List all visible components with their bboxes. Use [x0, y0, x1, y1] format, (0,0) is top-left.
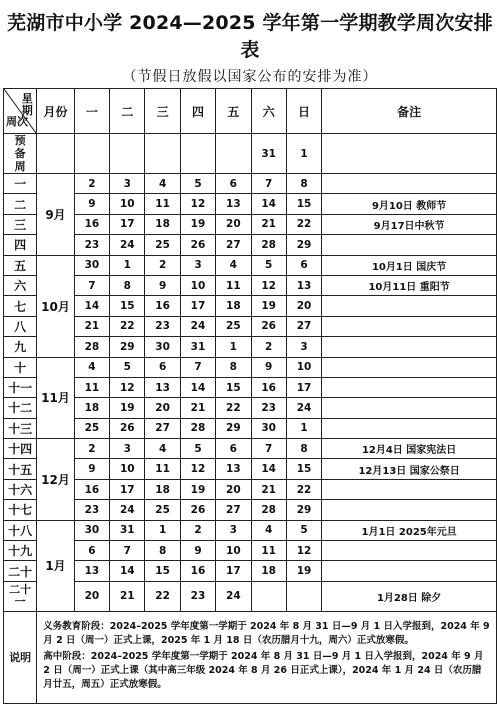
day-cell-mon: 23 [74, 235, 109, 255]
day-cell-thu: 24 [180, 316, 215, 336]
note-cell: 10月11日 重阳节 [322, 275, 497, 295]
day-cell-fri: 27 [216, 235, 251, 255]
day-header-thu: 四 [180, 89, 215, 134]
schedule-body [4, 134, 497, 704]
month-cell: 9月 [37, 174, 74, 256]
note-cell: 1月28日 除夕 [322, 581, 497, 611]
day-cell-wed: 1 [145, 520, 180, 540]
week-number: 十四 [4, 439, 37, 459]
day-cell-tue: 26 [110, 418, 145, 438]
note-cell [322, 316, 497, 336]
day-cell-thu: 9 [180, 541, 215, 561]
day-cell-sat: 7 [251, 174, 286, 194]
day-cell-wed [145, 134, 180, 174]
day-cell-tue: 8 [110, 275, 145, 295]
day-cell-tue: 3 [110, 439, 145, 459]
day-cell-thu: 28 [180, 418, 215, 438]
day-cell-sun: 8 [286, 439, 321, 459]
week-row [4, 337, 497, 357]
week-number: 十三 [4, 418, 37, 438]
week-number: 七 [4, 296, 37, 316]
day-cell-sun: 13 [286, 275, 321, 295]
day-cell-thu: 5 [180, 439, 215, 459]
week-row [4, 377, 497, 397]
day-cell-tue [110, 134, 145, 174]
day-cell-wed: 8 [145, 541, 180, 561]
day-cell-thu: 2 [180, 520, 215, 540]
day-cell-wed: 18 [145, 479, 180, 499]
day-cell-wed: 11 [145, 459, 180, 479]
week-row [4, 561, 497, 581]
day-cell-sat: 12 [251, 275, 286, 295]
week-number: 预备周 [4, 134, 37, 174]
week-number: 十五 [4, 459, 37, 479]
day-cell-sat: 30 [251, 418, 286, 438]
explanation-label: 说明 [4, 611, 37, 703]
week-row [4, 255, 497, 275]
week-number: 一 [4, 174, 37, 194]
note-cell [322, 541, 497, 561]
day-cell-mon: 30 [74, 520, 109, 540]
diagonal-header-cell [4, 89, 37, 134]
day-cell-mon: 30 [74, 255, 109, 275]
day-cell-wed: 4 [145, 174, 180, 194]
day-cell-thu: 19 [180, 479, 215, 499]
week-row [4, 235, 497, 255]
day-cell-wed: 11 [145, 194, 180, 214]
page-subtitle: （节假日放假以国家公布的安排为准） [122, 69, 378, 85]
week-row [4, 398, 497, 418]
day-cell-tue: 31 [110, 520, 145, 540]
day-cell-mon: 4 [74, 357, 109, 377]
day-cell-fri: 6 [216, 174, 251, 194]
day-cell-thu: 3 [180, 255, 215, 275]
day-cell-wed: 27 [145, 418, 180, 438]
day-header-wed: 三 [145, 89, 180, 134]
note-cell: 1月1日 2025年元旦 [322, 520, 497, 540]
note-cell [322, 174, 497, 194]
note-cell: 10月1日 国庆节 [322, 255, 497, 275]
day-cell-mon: 2 [74, 439, 109, 459]
day-cell-wed: 18 [145, 214, 180, 234]
day-cell-fri: 22 [216, 398, 251, 418]
note-cell [322, 337, 497, 357]
day-cell-tue: 12 [110, 377, 145, 397]
day-cell-fri: 18 [216, 296, 251, 316]
note-cell: 9月10日 教师节 [322, 194, 497, 214]
week-number: 四 [4, 235, 37, 255]
week-row [4, 520, 497, 540]
day-cell-thu: 26 [180, 500, 215, 520]
diag-top-label: 星期 [21, 92, 33, 117]
day-cell-wed: 16 [145, 296, 180, 316]
day-cell-sun: 3 [286, 337, 321, 357]
day-cell-fri: 8 [216, 357, 251, 377]
day-cell-thu: 23 [180, 581, 215, 611]
day-cell-sat: 23 [251, 398, 286, 418]
day-cell-tue: 19 [110, 398, 145, 418]
day-cell-mon: 23 [74, 500, 109, 520]
day-cell-wed: 23 [145, 316, 180, 336]
week-number: 二 [4, 194, 37, 214]
day-cell-mon: 9 [74, 194, 109, 214]
day-cell-sun: 29 [286, 235, 321, 255]
month-cell [37, 134, 74, 174]
day-cell-sat: 28 [251, 235, 286, 255]
week-number: 八 [4, 316, 37, 336]
day-cell-tue: 1 [110, 255, 145, 275]
note-cell [322, 398, 497, 418]
week-number: 九 [4, 337, 37, 357]
day-cell-mon: 18 [74, 398, 109, 418]
week-row [4, 459, 497, 479]
day-cell-sun: 15 [286, 459, 321, 479]
day-cell-sat: 14 [251, 459, 286, 479]
day-cell-tue: 5 [110, 357, 145, 377]
explanation-text [37, 611, 497, 703]
day-cell-sat: 26 [251, 316, 286, 336]
day-cell-fri [216, 134, 251, 174]
day-cell-thu: 31 [180, 337, 215, 357]
day-cell-fri: 4 [216, 255, 251, 275]
day-cell-sun: 6 [286, 255, 321, 275]
schedule-table [3, 88, 497, 704]
day-cell-tue: 22 [110, 316, 145, 336]
week-row [4, 418, 497, 438]
day-cell-mon: 13 [74, 561, 109, 581]
day-cell-mon: 21 [74, 316, 109, 336]
month-cell: 10月 [37, 255, 74, 357]
day-cell-sun: 24 [286, 398, 321, 418]
day-header-mon: 一 [74, 89, 109, 134]
day-cell-thu: 17 [180, 296, 215, 316]
day-cell-sun: 8 [286, 174, 321, 194]
week-row [4, 174, 497, 194]
day-cell-wed: 6 [145, 357, 180, 377]
day-cell-fri: 3 [216, 520, 251, 540]
day-cell-mon: 14 [74, 296, 109, 316]
day-cell-fri: 17 [216, 561, 251, 581]
day-cell-mon: 6 [74, 541, 109, 561]
note-cell: 12月13日 国家公祭日 [322, 459, 497, 479]
day-cell-fri: 27 [216, 500, 251, 520]
day-cell-fri: 1 [216, 337, 251, 357]
day-header-fri: 五 [216, 89, 251, 134]
day-cell-thu: 10 [180, 275, 215, 295]
day-cell-mon [74, 134, 109, 174]
note-cell [322, 134, 497, 174]
week-number: 二十 [4, 561, 37, 581]
month-cell: 1月 [37, 520, 74, 611]
week-row [4, 500, 497, 520]
day-header-sun: 日 [286, 89, 321, 134]
day-cell-mon: 20 [74, 581, 109, 611]
day-cell-mon: 16 [74, 479, 109, 499]
day-cell-thu: 12 [180, 194, 215, 214]
day-cell-wed: 25 [145, 235, 180, 255]
day-cell-sun: 1 [286, 418, 321, 438]
day-cell-sat: 9 [251, 357, 286, 377]
day-cell-sun: 17 [286, 377, 321, 397]
day-cell-sat: 2 [251, 337, 286, 357]
day-header-sat: 六 [251, 89, 286, 134]
day-cell-sat: 28 [251, 500, 286, 520]
day-cell-tue: 24 [110, 235, 145, 255]
day-cell-sun: 10 [286, 357, 321, 377]
day-cell-sun: 15 [286, 194, 321, 214]
note-header: 备注 [322, 89, 497, 134]
day-cell-fri: 13 [216, 459, 251, 479]
day-cell-fri: 15 [216, 377, 251, 397]
week-number: 十六 [4, 479, 37, 499]
diag-bottom-label: 周次 [6, 115, 28, 128]
week-number: 十九 [4, 541, 37, 561]
week-row [4, 194, 497, 214]
day-cell-tue: 7 [110, 541, 145, 561]
day-cell-tue: 15 [110, 296, 145, 316]
day-cell-sun: 1 [286, 134, 321, 174]
day-cell-wed: 4 [145, 439, 180, 459]
day-cell-thu [180, 134, 215, 174]
note-cell [322, 500, 497, 520]
week-number: 五 [4, 255, 37, 275]
day-cell-mon: 28 [74, 337, 109, 357]
day-cell-sat: 7 [251, 439, 286, 459]
day-cell-sat [251, 581, 286, 611]
week-number: 十二 [4, 398, 37, 418]
day-cell-sat: 19 [251, 296, 286, 316]
week-number: 十七 [4, 500, 37, 520]
day-cell-mon: 25 [74, 418, 109, 438]
day-cell-sat: 14 [251, 194, 286, 214]
day-cell-thu: 12 [180, 459, 215, 479]
day-cell-fri: 20 [216, 479, 251, 499]
note-cell [322, 377, 497, 397]
day-cell-fri: 29 [216, 418, 251, 438]
day-cell-thu: 7 [180, 357, 215, 377]
week-row [4, 214, 497, 234]
day-cell-thu: 14 [180, 377, 215, 397]
day-cell-fri: 24 [216, 581, 251, 611]
day-cell-sat: 31 [251, 134, 286, 174]
day-header-tue: 二 [110, 89, 145, 134]
week-row [4, 296, 497, 316]
day-cell-sat: 21 [251, 214, 286, 234]
week-number: 三 [4, 214, 37, 234]
day-cell-tue: 3 [110, 174, 145, 194]
day-cell-tue: 29 [110, 337, 145, 357]
day-cell-fri: 11 [216, 275, 251, 295]
day-cell-thu: 21 [180, 398, 215, 418]
day-cell-wed: 13 [145, 377, 180, 397]
day-cell-fri: 6 [216, 439, 251, 459]
day-cell-wed: 20 [145, 398, 180, 418]
day-cell-sun: 12 [286, 541, 321, 561]
month-cell: 11月 [37, 357, 74, 439]
month-cell: 12月 [37, 439, 74, 521]
day-cell-fri: 20 [216, 214, 251, 234]
day-cell-wed: 25 [145, 500, 180, 520]
day-cell-mon: 7 [74, 275, 109, 295]
day-cell-sun: 5 [286, 520, 321, 540]
week-row [4, 316, 497, 336]
day-cell-thu: 26 [180, 235, 215, 255]
day-cell-tue: 10 [110, 194, 145, 214]
week-number: 十 [4, 357, 37, 377]
day-cell-mon: 9 [74, 459, 109, 479]
week-number: 十一 [4, 377, 37, 397]
day-cell-sun: 29 [286, 500, 321, 520]
day-cell-tue: 17 [110, 479, 145, 499]
day-cell-sun [286, 581, 321, 611]
note-cell [322, 235, 497, 255]
explanation-senior: 高中阶段：2024–2025 学年度第一学期于 2024 年 8 月 31 日—9 月 1 日入学报到，2024 年 9 月 2 日（周一）正式上课（其中高三年级 2024 年 8 月 26 日正式上课），2024 年 1 月 24 日（农历腊月廿五，周五）正式放寒假。 [43, 651, 484, 691]
week-number: 六 [4, 275, 37, 295]
day-cell-fri: 10 [216, 541, 251, 561]
day-cell-wed: 22 [145, 581, 180, 611]
day-cell-sun: 22 [286, 479, 321, 499]
day-cell-thu: 5 [180, 174, 215, 194]
month-header: 月份 [37, 89, 74, 134]
week-row [4, 541, 497, 561]
page-title: 芜湖市中小学 2024—2025 学年第一学期教学周次安排表 [7, 12, 493, 61]
day-cell-mon: 11 [74, 377, 109, 397]
day-cell-wed: 9 [145, 275, 180, 295]
day-cell-sat: 21 [251, 479, 286, 499]
day-cell-wed: 2 [145, 255, 180, 275]
note-cell [322, 296, 497, 316]
day-cell-sun: 22 [286, 214, 321, 234]
note-cell [322, 418, 497, 438]
explanation-compulsory: 义务教育阶段：2024–2025 学年度第一学期于 2024 年 8 月 31 日—9 月 1 日入学报到，2024 年 9 月 2 日（周一）正式上课，2025 年 1 月 18 日（农历腊月十九，周六）正式放寒假。 [43, 621, 490, 647]
day-cell-sat: 5 [251, 255, 286, 275]
day-cell-mon: 2 [74, 174, 109, 194]
day-cell-tue: 24 [110, 500, 145, 520]
day-cell-wed: 15 [145, 561, 180, 581]
week-row [4, 581, 497, 611]
day-cell-thu: 19 [180, 214, 215, 234]
note-cell [322, 479, 497, 499]
day-cell-mon: 16 [74, 214, 109, 234]
week-row [4, 275, 497, 295]
day-cell-sat: 16 [251, 377, 286, 397]
day-cell-sun: 20 [286, 296, 321, 316]
day-cell-sat: 11 [251, 541, 286, 561]
day-cell-sun: 27 [286, 316, 321, 336]
header-row [4, 89, 497, 134]
day-cell-tue: 17 [110, 214, 145, 234]
day-cell-sat: 4 [251, 520, 286, 540]
day-cell-tue: 14 [110, 561, 145, 581]
day-cell-tue: 10 [110, 459, 145, 479]
day-cell-sat: 18 [251, 561, 286, 581]
week-row [4, 357, 497, 377]
explanation-row [4, 611, 497, 703]
week-row [4, 439, 497, 459]
day-cell-tue: 21 [110, 581, 145, 611]
note-cell [322, 561, 497, 581]
week-row [4, 134, 497, 174]
week-number: 十八 [4, 520, 37, 540]
day-cell-thu: 16 [180, 561, 215, 581]
day-cell-fri: 13 [216, 194, 251, 214]
day-cell-wed: 30 [145, 337, 180, 357]
note-cell: 9月17日中秋节 [322, 214, 497, 234]
note-cell: 12月4日 国家宪法日 [322, 439, 497, 459]
day-cell-fri: 25 [216, 316, 251, 336]
day-cell-sun: 19 [286, 561, 321, 581]
week-row [4, 479, 497, 499]
week-number: 二十一 [4, 581, 37, 611]
note-cell [322, 357, 497, 377]
